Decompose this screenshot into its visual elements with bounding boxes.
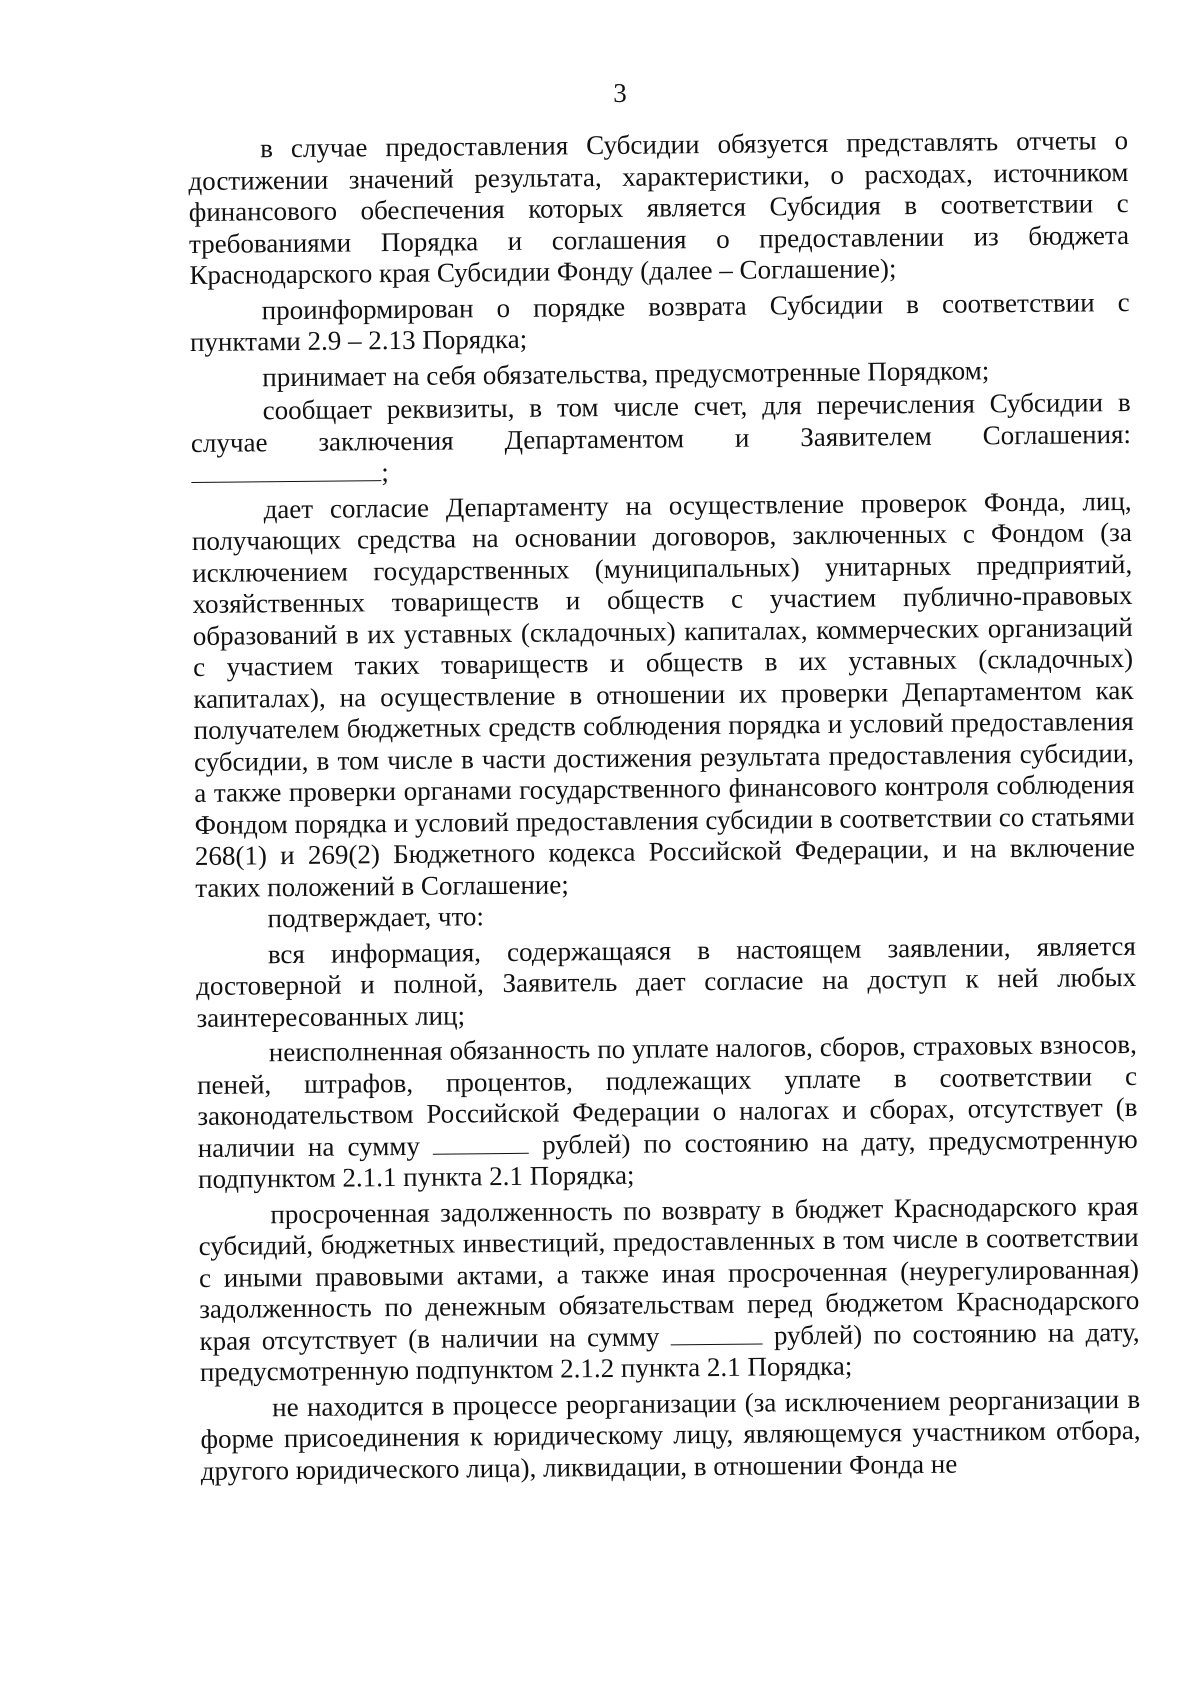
paragraph-overdue-debt <box>198 1190 1140 1388</box>
debt-text-after: рублей) по состоянию на дату, предусмотренную подпунктом 2.1.2 пункта 2.1 Порядка; <box>199 1316 1140 1387</box>
paragraph-reorganization: не находится в процессе реорганизации (за исключением реорганизации в форме присоединения к юридическому лицу, являющемуся участником отбора, другого юридического лица), ликвидации, в отношении Фонда не <box>200 1383 1141 1486</box>
paragraph-obligations: принимает на себя обязательства, предусмотренные Порядком; <box>262 354 990 392</box>
account-blank-field <box>191 458 381 483</box>
paragraph-confirms: подтверждает, что: <box>267 901 485 934</box>
bank-details-tail: ; <box>381 457 389 488</box>
bank-details-text: сообщает реквизиты, в том числе счет, для перечисления Субсидии в случае заключения Департаментом и Заявителем Соглашения: <box>190 386 1132 458</box>
tax-text-before: неисполненная обязанность по уплате налогов, сборов, страховых взносов, пеней, штрафов, процентов, подлежащих уплате в соответствии с законодательством Российской Федерации о налогах и сборах, отсутствует (в наличии на сумму <box>196 1028 1138 1163</box>
document-body <box>188 125 1141 1487</box>
paragraph-refund-procedure: проинформирован о порядке возврата Субсидии в соответствии с пунктами 2.9 – 2.13 Порядка; <box>189 286 1130 357</box>
paragraph-tax-obligation <box>197 1029 1138 1196</box>
page-number: 3 <box>613 78 627 108</box>
paragraph-consent-inspections: дает согласие Департаменту на осуществление проверок Фонда, лиц, получающих средства на основании договоров, заключенных с Фондом (за исключением государственных (муниципальных) унитарных предприятий, хозяйственных товариществ и обществ с участием публично-правовых образований в их уставных (складочных) капиталах, коммерческих организаций с участием таких товариществ и обществ в их уставных (складочных) капиталах), на осуществление в отношении их проверки Департаментом как получателем бюджетных средств соблюдения порядка и условий предоставления субсидии, в том числе в части достижения результата предоставления субсидии, а также проверки органами государственного финансового контроля соблюдения Фондом порядка и условий предоставления субсидии в соответствии со статьями 268(1) и 269(2) Бюджетного кодекса Российской Федерации, и на включение таких положений в Соглашение; <box>191 485 1136 903</box>
paragraph-bank-details <box>191 387 1132 491</box>
debt-text-before: просроченная задолженность по возврату в бюджет Краснодарского края субсидий, бюджетных инвестиций, предоставленных в том числе в соответствии с иными правовыми актами, а также иная просроченная (неурегулированная) задолженность по денежным обязательствам перед бюджетом Краснодарского края отсутствует (в наличии на сумму <box>198 1190 1140 1356</box>
tax-text-after: рублей) по состоянию на дату, предусмотренную подпунктом 2.1.1 пункта 2.1 Порядка; <box>197 1123 1138 1194</box>
paragraph-information-accuracy: вся информация, содержащаяся в настоящем заявлении, является достоверной и полной, Заявитель дает согласие на доступ к ней любых заинтересованных лиц; <box>196 930 1137 1033</box>
paragraph-reports-obligation: в случае предоставления Субсидии обязуется представлять отчеты о достижении значений результата, характеристики, о расходах, источником финансового обеспечения которых является Субсидия в соответствии с требованиями Порядка и соглашения о предоставлении из бюджета Краснодарского края Субсидии Фонду (далее – Соглашение); <box>188 124 1130 290</box>
debt-sum-blank-field <box>671 1321 763 1345</box>
tax-sum-blank-field <box>433 1130 529 1154</box>
